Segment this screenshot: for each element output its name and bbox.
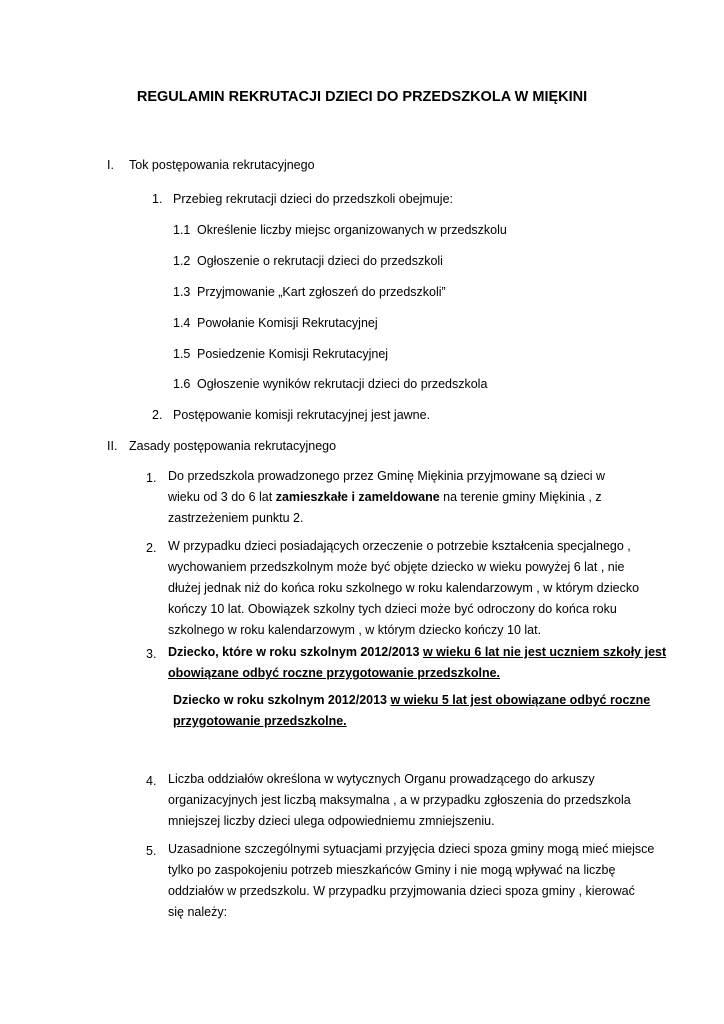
para-4-marker: 4. <box>146 774 157 788</box>
section-2-marker: II. <box>107 439 118 453</box>
para-1-bold: zamieszkałe i zameldowane <box>275 490 440 504</box>
para-3 <box>168 642 667 684</box>
para-5-line: Uzasadnione szczególnymi sytuacjami przyjęcia dzieci spoza gminy mogą mieć miejsce <box>168 842 655 856</box>
para-3b <box>173 690 653 732</box>
item-1-marker: 1. <box>152 192 163 206</box>
para-3b-line <box>173 690 653 711</box>
para-1 <box>168 466 648 529</box>
para-1-line-part: wieku od 3 do 6 lat <box>168 490 276 504</box>
para-2-line: kończy 10 lat. Obowiązek szkolny tych dzieci może być odroczony do końca roku <box>168 602 617 616</box>
subitem-text: Przyjmowanie „Kart zgłoszeń do przedszkoli” <box>197 285 446 299</box>
subitem-text: Posiedzenie Komisji Rekrutacyjnej <box>197 347 389 361</box>
subitem-marker: 1.1 <box>173 223 191 237</box>
para-3b-underline: przygotowanie przedszkolne. <box>173 714 347 728</box>
subitem-marker: 1.2 <box>173 254 191 268</box>
para-1-marker: 1. <box>146 471 157 485</box>
para-3b-underline: w wieku 5 lat jest obowiązane odbyć roczne <box>390 693 651 707</box>
subitem-text: Określenie liczby miejsc organizowanych w przedszkolu <box>197 223 507 237</box>
subitem-marker: 1.6 <box>173 377 191 391</box>
subitem-marker: 1.3 <box>173 285 191 299</box>
para-2-line: szkolnego w roku kalendarzowym , w którym dziecko kończy 10 lat. <box>168 623 542 637</box>
para-5-line: się należy: <box>168 905 228 919</box>
para-2 <box>168 536 648 641</box>
para-3b-line <box>173 711 653 732</box>
para-1-line: zastrzeżeniem punktu 2. <box>168 511 304 525</box>
para-3-underline: obowiązane odbyć roczne przygotowanie przedszkolne. <box>168 666 501 680</box>
section-2-heading: Zasady postępowania rekrutacyjnego <box>129 439 337 453</box>
para-1-line: Do przedszkola prowadzonego przez Gminę Miękinia przyjmowane są dzieci w <box>168 469 605 483</box>
subitem-marker: 1.5 <box>173 347 191 361</box>
para-4-line: organizacyjnych jest liczbą maksymalna , a w przypadku zgłoszenia do przedszkola <box>168 793 631 807</box>
item-1-text: Przebieg rekrutacji dzieci do przedszkoli obejmuje: <box>173 192 453 206</box>
subitem-text: Ogłoszenie wyników rekrutacji dzieci do przedszkola <box>197 377 488 391</box>
para-5 <box>168 839 655 923</box>
para-3-underline: w wieku 6 lat nie jest uczniem szkoły jest <box>422 645 667 659</box>
para-5-marker: 5. <box>146 844 157 858</box>
para-3-line <box>168 642 667 663</box>
para-4-line: Liczba oddziałów określona w wytycznych Organu prowadzącego do arkuszy <box>168 772 595 786</box>
para-1-line-part: na terenie gminy Miękinia , z <box>439 490 602 504</box>
para-5-line: oddziałów w przedszkolu. W przypadku przyjmowania dzieci spoza gminy , kierować <box>168 884 635 898</box>
para-4 <box>168 769 648 832</box>
para-2-line: dłużej jednak niż do końca roku szkolnego w roku kalendarzowym , w którym dziecko <box>168 581 640 595</box>
subitem-text: Ogłoszenie o rekrutacji dzieci do przedszkoli <box>197 254 443 268</box>
para-2-marker: 2. <box>146 541 157 555</box>
page-title: REGULAMIN REKRUTACJI DZIECI DO PRZEDSZKOLA W MIĘKINI <box>136 89 588 105</box>
para-1-line <box>168 487 648 508</box>
section-1-heading: Tok postępowania rekrutacyjnego <box>129 158 315 172</box>
section-1-marker: I. <box>107 158 114 172</box>
para-3-marker: 3. <box>146 647 157 661</box>
para-2-line: wychowaniem przedszkolnym może być objęte dziecko w wieku powyżej 6 lat , nie <box>168 560 625 574</box>
para-4-line: mniejszej liczby dzieci ulega odpowiedniemu zmniejszeniu. <box>168 814 495 828</box>
subitem-marker: 1.4 <box>173 316 191 330</box>
para-2-line: W przypadku dzieci posiadających orzeczenie o potrzebie kształcenia specjalnego , <box>168 539 631 553</box>
para-3-line-part: Dziecko, które w roku szkolnym 2012/2013 <box>168 645 423 659</box>
para-3-line <box>168 663 648 684</box>
subitem-text: Powołanie Komisji Rekrutacyjnej <box>197 316 378 330</box>
para-5-line: tylko po zaspokojeniu potrzeb mieszkańców Gminy i nie mogą wpływać na liczbę <box>168 863 616 877</box>
para-3b-line-part: Dziecko w roku szkolnym 2012/2013 <box>173 693 391 707</box>
item-2-text: Postępowanie komisji rekrutacyjnej jest jawne. <box>173 408 431 422</box>
item-2-marker: 2. <box>152 408 163 422</box>
